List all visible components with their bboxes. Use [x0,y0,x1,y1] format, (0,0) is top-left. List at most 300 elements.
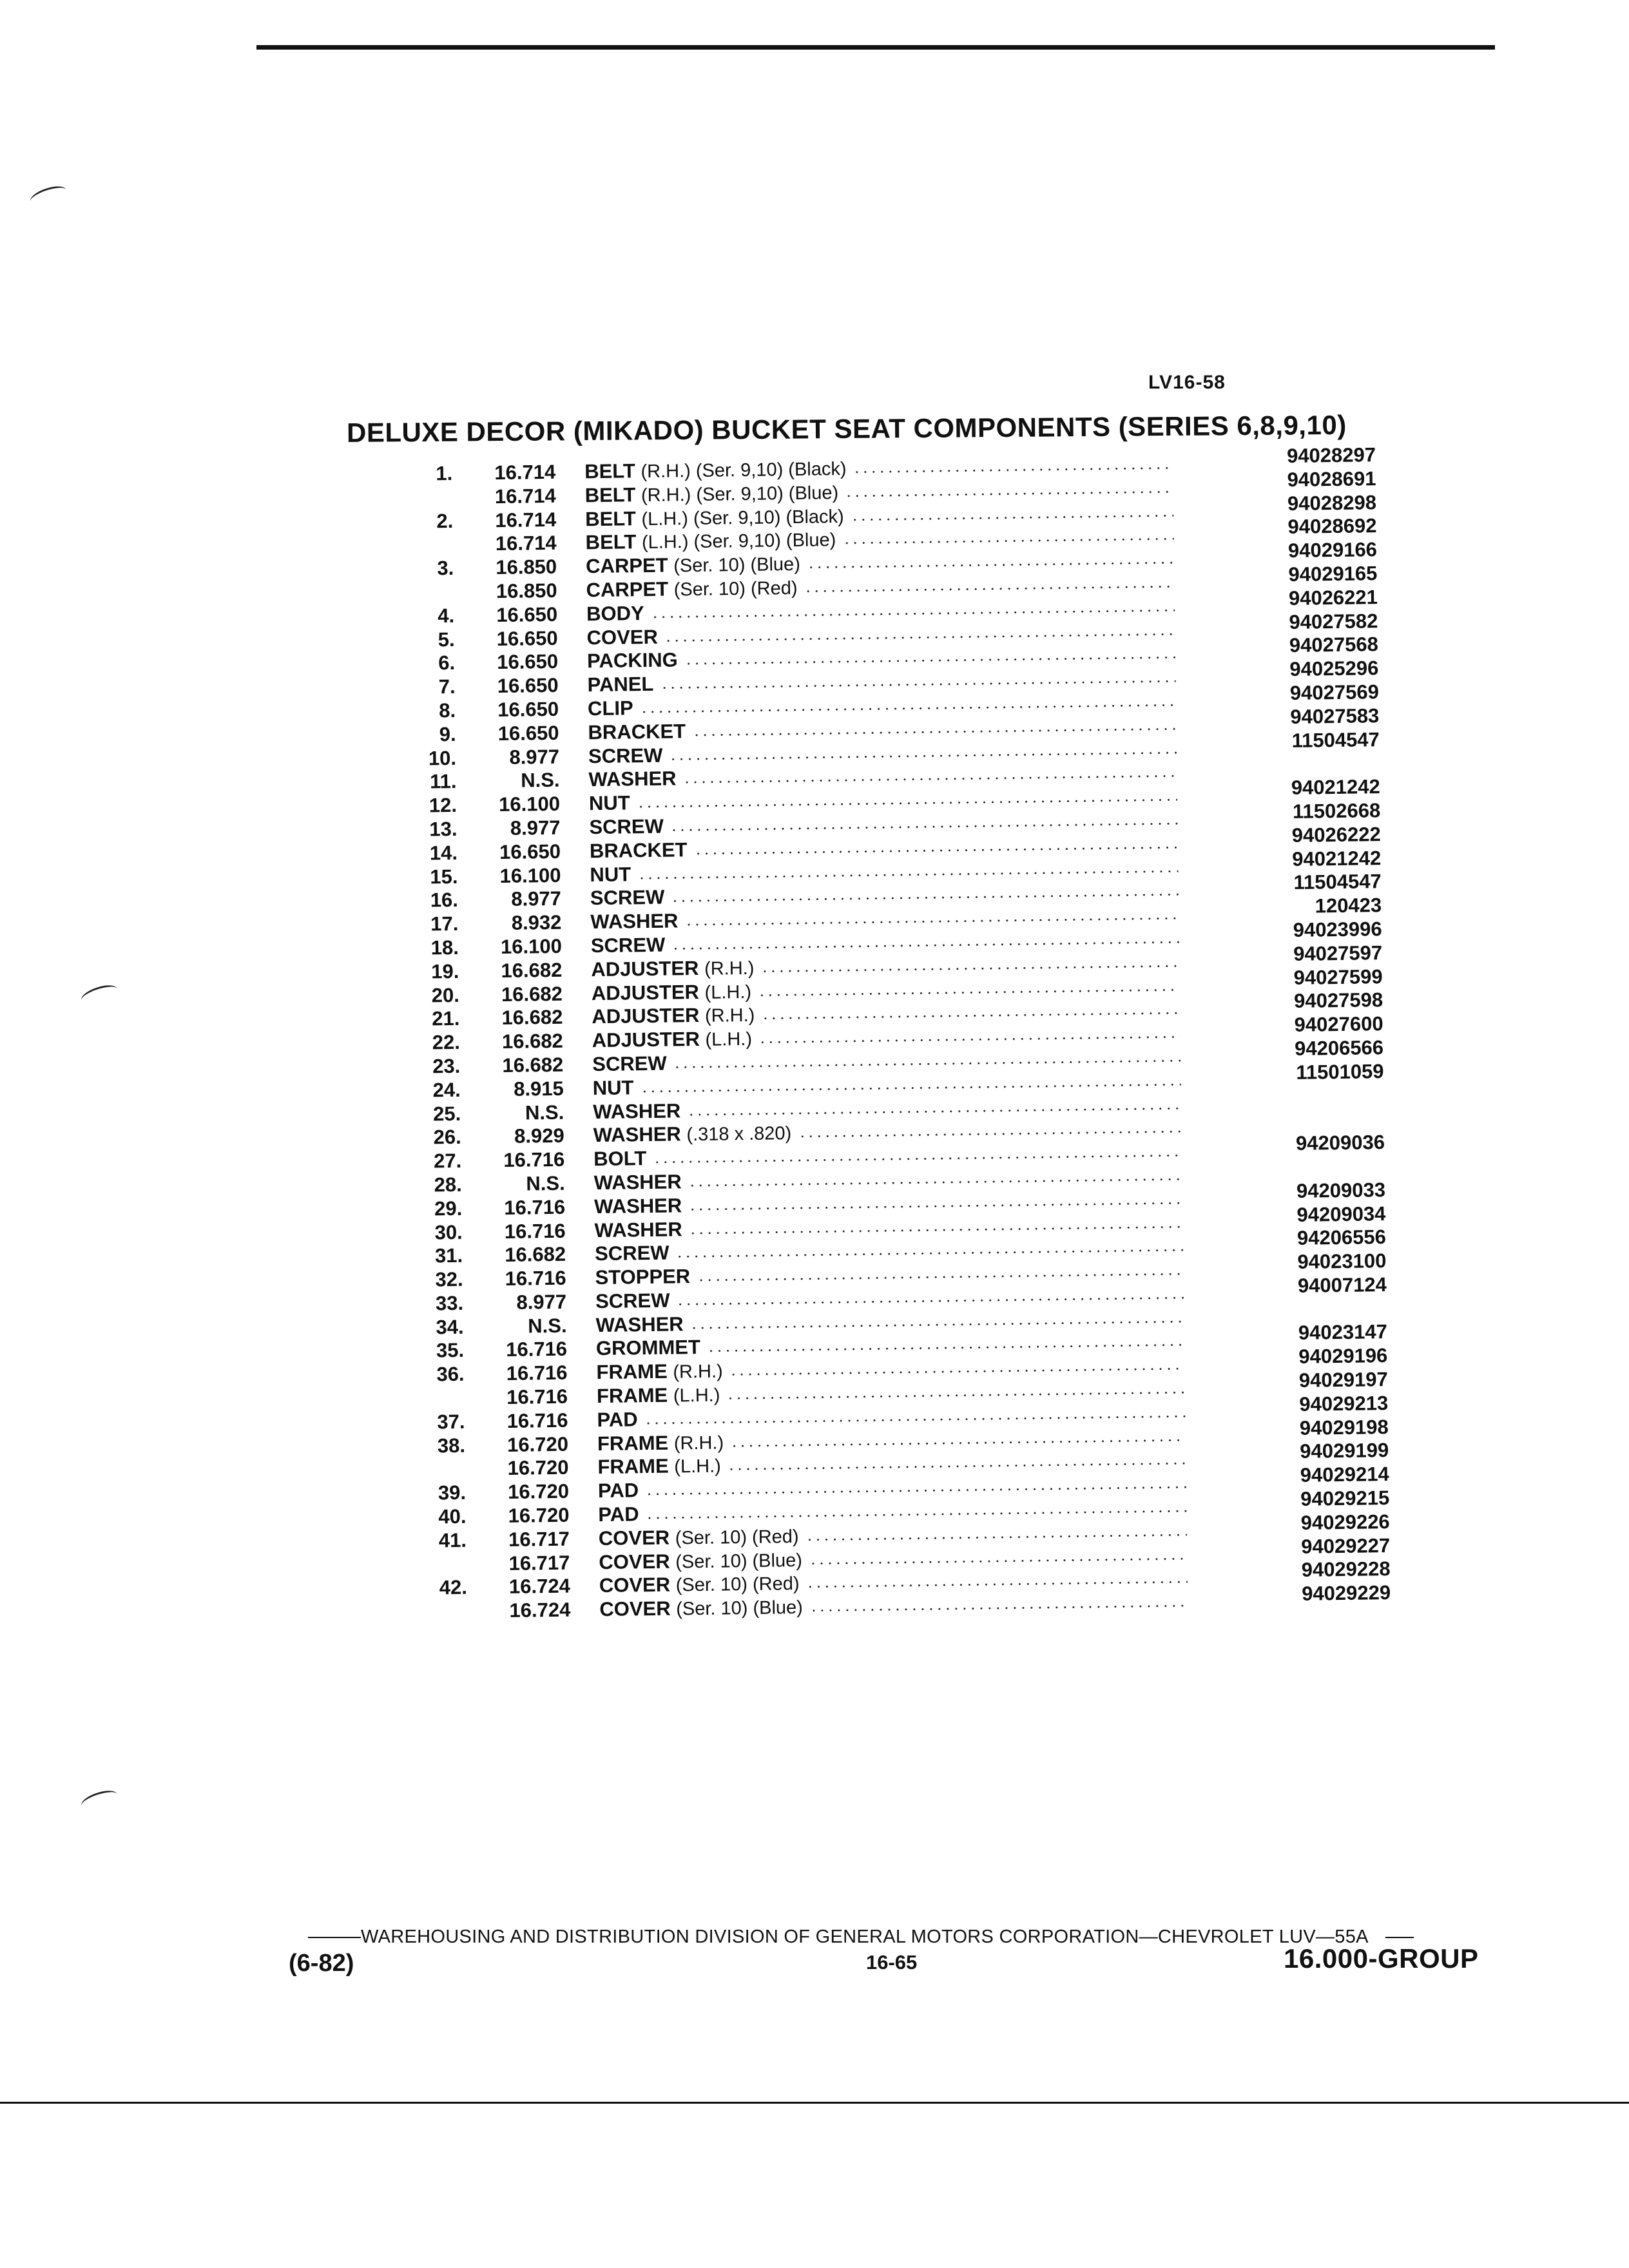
part-name: FRAME [597,1455,669,1479]
dot-leader [693,727,1177,736]
dot-leader [688,1178,1182,1187]
item-number: 38. [437,1434,466,1457]
part-qualifier: (Ser. 10) (Blue) [675,1550,803,1573]
footer-group: 16.000-GROUP [1284,1943,1479,1974]
dot-leader [728,1463,1186,1471]
part-description [586,625,658,649]
part-name: WASHER [590,909,679,934]
dot-leader [637,798,1177,808]
part-description [588,767,677,792]
part-number: 120423 [1315,894,1382,918]
part-name: CARPET [586,577,669,602]
item-number: 4. [438,604,455,628]
item-number: 6. [438,651,456,675]
group-number: 16.717 [508,1551,570,1575]
group-number: 16.714 [494,460,556,485]
page-title: DELUXE DECOR (MIKADO) BUCKET SEAT COMPONENTS (SERIES 6,8,9,10) [346,409,1347,448]
item-number: 27. [433,1149,462,1173]
part-name: FRAME [597,1431,669,1455]
part-description [596,1336,700,1360]
item-number: 42. [439,1576,468,1599]
part-number: 94028298 [1287,490,1377,515]
dot-leader [845,490,1173,497]
part-name: WASHER [594,1217,682,1242]
dot-leader [809,1604,1188,1612]
dot-leader [851,514,1173,521]
part-number: 94029198 [1299,1415,1389,1439]
part-name: WASHER [593,1122,682,1147]
part-number: 94029227 [1300,1533,1391,1558]
item-number: 28. [434,1173,462,1196]
dot-leader [651,609,1175,619]
part-description [591,956,754,981]
part-name: SCREW [594,1241,670,1265]
part-description [588,697,633,720]
parts-list [400,443,1391,1623]
dot-leader [798,1131,1182,1139]
dot-leader [688,1202,1182,1211]
part-name: BRACKET [589,838,688,862]
dot-leader [641,1083,1181,1093]
dot-leader [675,1249,1183,1258]
dot-leader [805,1533,1187,1541]
group-number: 16.714 [495,508,557,532]
dot-leader [758,988,1180,997]
item-number: 24. [432,1078,461,1102]
item-number: 26. [433,1126,461,1149]
group-number: 16.720 [506,1432,569,1456]
item-number: 22. [432,1030,461,1054]
part-number: 94029226 [1300,1510,1390,1534]
part-name: WASHER [593,1194,682,1218]
item-number: 11. [429,770,457,793]
group-number: 16.682 [502,1053,564,1077]
part-description [598,1503,639,1526]
part-qualifier: (L.H.) [704,981,752,1003]
part-name: BRACKET [588,719,686,744]
group-number: 16.716 [506,1338,568,1361]
part-name: NUT [590,862,631,886]
footer-page-number: 16-65 [866,1951,918,1974]
binder-mark [79,982,119,1008]
part-number: 94029199 [1300,1439,1389,1463]
group-number: N.S. [525,1100,564,1124]
dot-leader [644,1415,1186,1425]
part-number: 94023147 [1298,1320,1388,1345]
dot-leader [730,1439,1186,1447]
top-rule [256,45,1495,50]
page-code: LV16-58 [1148,372,1226,393]
item-number: 2. [436,509,454,532]
item-number: 34. [436,1315,464,1339]
item-number: 7. [438,675,456,698]
item-number: 36. [436,1363,465,1386]
part-name: SCREW [588,744,663,767]
part-name: COVER [586,625,659,649]
group-number: 16.716 [506,1385,568,1409]
part-number: 94029196 [1298,1344,1388,1369]
part-name: BELT [584,459,636,483]
part-name: PAD [598,1503,639,1526]
part-description [593,1147,647,1171]
item-number: 21. [431,1007,460,1030]
dot-leader [645,1510,1186,1519]
group-number: 16.650 [497,721,559,745]
binder-mark [28,183,68,209]
part-qualifier: (Ser. 10) (Blue) [676,1597,804,1620]
part-number: 94023100 [1297,1249,1387,1273]
part-description [597,1408,638,1432]
part-name: SCREW [589,814,664,839]
group-number: 8.977 [509,745,560,769]
dot-leader [726,1391,1185,1399]
dot-leader [669,751,1177,760]
part-description [592,1003,755,1028]
part-qualifier: (R.H.) [704,1005,755,1027]
part-number: 94027583 [1290,704,1380,728]
group-number: 16.100 [500,934,563,958]
group-number: 16.720 [507,1479,570,1504]
item-number: 33. [435,1291,464,1315]
item-number: 3. [437,557,454,580]
group-number: 16.650 [497,673,559,698]
group-number: 8.929 [514,1124,564,1148]
part-name: BOLT [593,1147,647,1171]
part-number: 94027582 [1289,609,1378,633]
part-description [592,1027,753,1052]
item-number: 18. [430,936,459,959]
part-qualifier: (L.H.) (Ser. 9,10) (Blue) [641,530,836,553]
part-name: COVER [599,1573,671,1597]
part-description [590,886,665,910]
part-name: SCREW [592,1052,667,1076]
dot-leader [683,775,1177,784]
part-name: BELT [585,530,637,554]
part-description [597,1430,724,1456]
part-description [599,1548,802,1574]
part-qualifier: (Ser. 10) (Red) [675,1526,799,1549]
part-description [588,744,663,768]
part-description [595,1289,670,1314]
item-number: 23. [432,1054,461,1078]
part-description [595,1312,684,1337]
part-number: 94209036 [1295,1131,1385,1155]
group-number: 16.724 [509,1598,571,1622]
dot-leader [640,704,1176,713]
dot-leader [645,1486,1186,1495]
group-number: 8.977 [510,816,561,840]
part-number: 94209034 [1296,1202,1386,1226]
part-description [587,673,653,697]
item-number: 12. [429,794,458,817]
part-number: 94007124 [1297,1273,1387,1297]
item-number: 20. [431,983,460,1006]
item-number: 9. [439,722,456,745]
part-description [588,720,686,744]
part-description [597,1454,721,1479]
part-qualifier: (L.H.) [705,1029,753,1050]
dot-leader [653,1154,1182,1164]
part-qualifier: (R.H.) (Ser. 9,10) (Blue) [641,482,839,506]
dot-leader [684,657,1175,666]
part-name: SCREW [590,886,665,910]
group-number: N.S. [520,769,560,792]
part-name: COVER [598,1526,670,1550]
part-description [595,1242,670,1266]
group-number: 16.650 [496,626,558,650]
part-number: 94028691 [1287,466,1376,491]
part-number: 94027598 [1293,988,1383,1013]
item-number: 14. [429,841,458,865]
dot-leader [804,585,1175,593]
part-qualifier: (L.H.) [674,1456,722,1478]
part-name: ADJUSTER [592,1028,700,1052]
dot-leader [729,1367,1185,1376]
part-number: 11504547 [1293,870,1382,894]
dot-leader [760,965,1179,973]
part-name: WASHER [588,767,677,791]
item-number: 29. [434,1196,463,1220]
part-qualifier: (R.H.) [673,1432,724,1454]
item-number: 16. [430,889,459,912]
item-number [414,1552,467,1553]
dot-leader [664,633,1175,642]
part-description [589,815,664,840]
part-number: 94021242 [1292,846,1382,870]
item-number: 15. [430,865,458,888]
part-name: ADJUSTER [591,956,699,981]
item-number: 40. [438,1504,467,1528]
part-description [594,1218,682,1242]
group-number: N.S. [526,1171,565,1195]
dot-leader [684,917,1179,926]
group-number: 16.100 [499,863,561,887]
part-description [593,1099,681,1124]
part-number: 94209033 [1296,1178,1386,1202]
part-name: ADJUSTER [591,980,700,1004]
dot-leader [853,466,1173,474]
part-name: GROMMET [595,1336,701,1360]
group-number: 8.977 [516,1290,567,1314]
group-number: 16.650 [497,697,559,722]
dot-leader [671,941,1179,950]
part-number: 94023996 [1293,918,1382,941]
group-number: N.S. [528,1314,567,1338]
part-number: 94026222 [1291,822,1381,847]
part-number: 11502668 [1292,799,1381,823]
binder-mark [79,1787,119,1813]
group-number: 16.716 [506,1361,568,1385]
group-number: 16.716 [503,1148,565,1172]
part-qualifier: (R.H.) [673,1361,723,1383]
part-description [589,792,630,816]
part-number: 94029197 [1298,1368,1389,1392]
group-number: 16.724 [508,1575,571,1599]
part-number: 94025296 [1289,657,1379,681]
dot-leader [843,538,1174,545]
group-number: 16.650 [497,650,559,674]
item-number: 25. [432,1102,461,1125]
part-description [590,863,631,887]
dot-leader [660,680,1176,689]
group-number: 16.650 [499,840,561,863]
part-number: 94029215 [1300,1486,1390,1510]
part-description [586,576,797,602]
group-number: 16.850 [496,555,557,579]
part-qualifier: (R.H.) [704,957,755,979]
part-description [586,602,644,626]
group-number: 8.932 [511,910,562,934]
part-number: 94206556 [1296,1225,1387,1250]
part-qualifier: (L.H.) (Ser. 9,10) (Black) [641,506,844,530]
part-description [598,1479,639,1503]
part-name: BODY [586,601,644,626]
group-number: 16.682 [505,1243,566,1267]
dot-leader [707,1344,1184,1353]
dot-leader [697,1273,1184,1282]
dot-leader [689,1225,1183,1235]
part-number: 94027568 [1289,633,1379,657]
dot-leader [690,1320,1184,1329]
dot-leader [809,1557,1187,1565]
dot-leader [670,822,1178,831]
part-name: NUT [592,1076,634,1099]
part-name: BELT [584,506,637,530]
part-number: 94029228 [1301,1557,1391,1582]
group-number: 16.650 [496,602,558,626]
part-description [586,552,800,578]
footer-division: WAREHOUSING AND DISTRIBUTION DIVISION OF GENERAL MOTORS CORPORATION—CHEVROLET LUV—55A [361,1927,1369,1947]
group-number: 16.717 [508,1527,570,1551]
part-name: PAD [597,1408,638,1431]
part-number: 11504547 [1291,727,1380,752]
dot-leader [676,1296,1184,1305]
group-number: 16.682 [501,982,563,1006]
item-number: 37. [437,1410,465,1434]
part-number: 94021242 [1291,775,1380,800]
dot-leader [673,1059,1181,1068]
part-number: 94028297 [1286,443,1376,467]
part-description [596,1360,723,1385]
part-number: 94029213 [1299,1391,1389,1416]
part-name: PACKING [586,648,678,673]
item-number: 1. [436,461,453,485]
footer-division-line [308,1927,1414,1948]
group-number: 16.716 [506,1408,568,1432]
group-number: 16.716 [504,1219,566,1243]
dot-leader [761,1012,1180,1021]
part-description [599,1595,803,1621]
part-name: PANEL [587,673,654,697]
group-number: 16.716 [505,1266,566,1291]
group-number: 16.850 [496,579,557,603]
part-name: WASHER [595,1312,684,1336]
part-number: 94027597 [1293,941,1383,965]
part-number: 94027569 [1289,680,1380,704]
part-description [599,1524,799,1550]
part-qualifier: (R.H.) (Ser. 9,10) (Black) [641,458,847,483]
part-number: 94206566 [1294,1036,1384,1060]
group-number: 8.977 [511,887,562,911]
part-qualifier: (L.H.) [673,1385,720,1407]
part-name: COVER [599,1550,670,1573]
part-description [595,1265,690,1289]
item-number: 32. [435,1267,463,1291]
part-name: COVER [599,1597,671,1621]
item-number: 10. [428,746,457,770]
part-number: 94029165 [1288,562,1378,586]
part-name: SCREW [595,1289,670,1313]
part-description [593,1121,791,1147]
part-name: BELT [584,483,636,507]
part-description [594,1194,682,1218]
group-number: 16.682 [501,1029,564,1053]
footer-date: (6-82) [289,1950,354,1977]
part-description [597,1383,720,1408]
part-name: CLIP [587,697,633,720]
part-qualifier: (.318 x .820) [686,1123,792,1146]
dot-leader [637,870,1178,879]
group-number: 16.714 [495,532,557,555]
part-number: 94028692 [1287,514,1377,539]
part-number: 94029166 [1287,538,1378,562]
item-number: 31. [434,1244,463,1267]
dot-leader [671,894,1179,903]
part-description [592,1052,667,1077]
group-number: 16.716 [504,1195,566,1219]
group-number: 16.100 [498,792,561,816]
part-name: STOPPER [595,1265,691,1289]
item-number: 30. [434,1220,463,1244]
dot-leader [687,1107,1181,1116]
item-number [412,1457,465,1458]
part-name: ADJUSTER [592,1004,700,1028]
part-description [592,979,752,1004]
part-number: 94029214 [1300,1463,1389,1487]
part-name: CARPET [585,553,668,578]
part-name: WASHER [593,1170,682,1195]
part-description [590,838,688,863]
item-number: 13. [429,817,458,841]
part-name: WASHER [593,1099,681,1123]
part-name: FRAME [596,1383,668,1408]
part-qualifier: (Ser. 10) (Red) [675,1573,800,1596]
dot-leader [807,561,1174,568]
group-number: 16.714 [494,484,556,508]
part-name: FRAME [596,1360,668,1384]
part-qualifier: (Ser. 10) (Blue) [673,554,801,577]
item-number: 19. [431,959,459,983]
group-number: 16.720 [507,1456,569,1480]
part-number: 94027599 [1293,965,1383,989]
part-number: 94026221 [1288,585,1378,610]
bottom-rule [0,2102,1629,2104]
part-name: SCREW [590,933,666,957]
part-description [590,910,679,934]
dot-leader [806,1581,1188,1589]
item-number: 5. [438,628,455,651]
part-qualifier: (Ser. 10) (Red) [673,577,798,601]
part-number: 94029229 [1301,1581,1391,1606]
dot-leader [758,1035,1181,1044]
item-number: 39. [438,1481,467,1504]
part-name: PAD [597,1479,639,1503]
group-number: 8.915 [513,1077,564,1100]
part-number: 94027600 [1294,1012,1383,1037]
part-description [593,1170,682,1195]
part-description [599,1571,800,1597]
part-number: 11501059 [1296,1059,1384,1084]
